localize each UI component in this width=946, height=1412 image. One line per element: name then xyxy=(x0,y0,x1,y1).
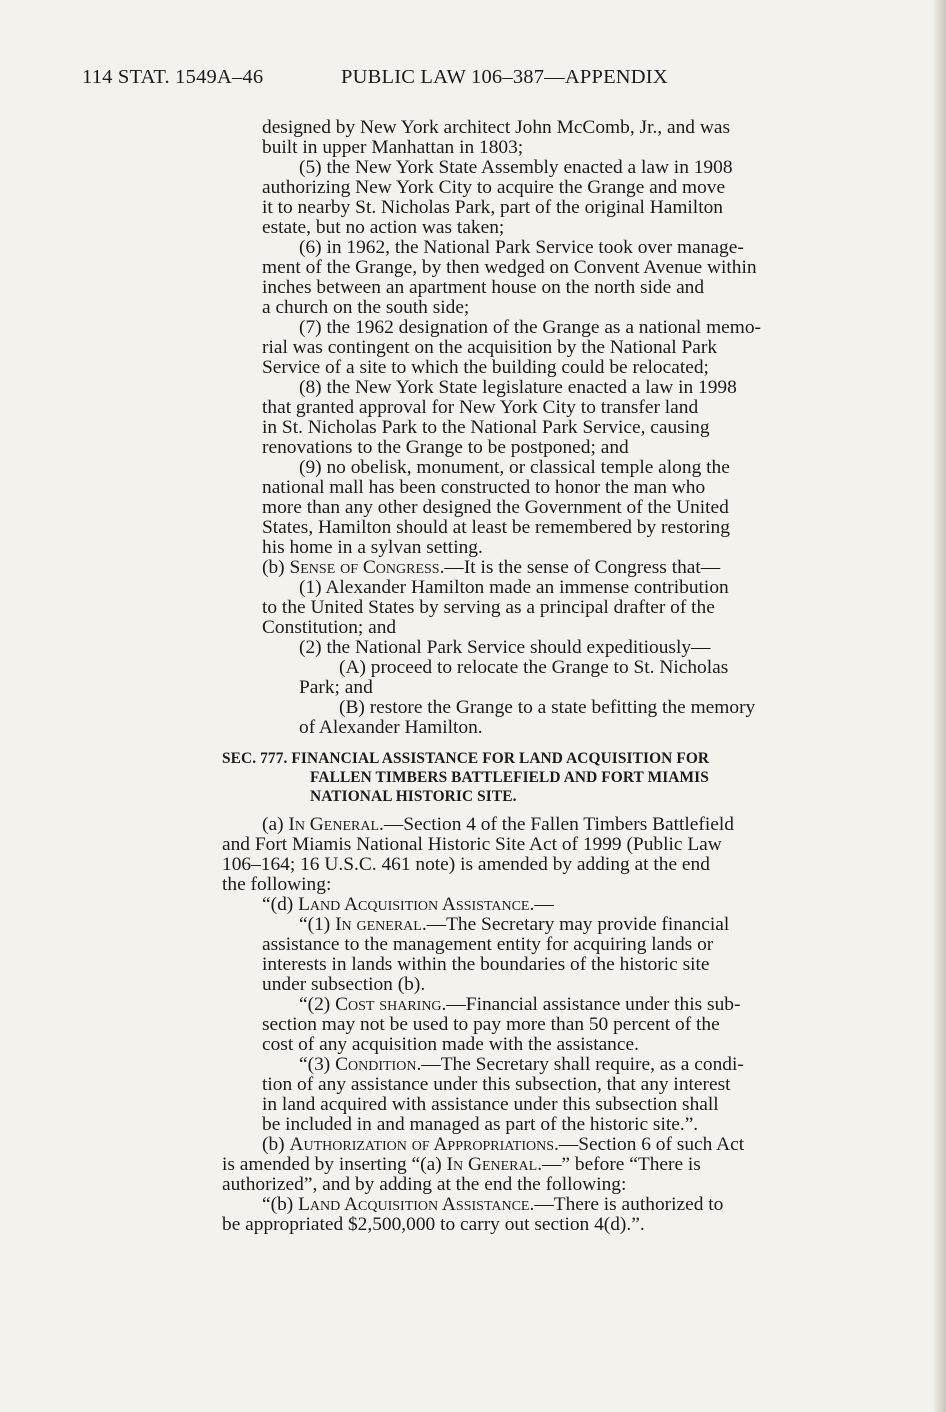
list-item-2: (2) the National Park Service should expeditiously— xyxy=(299,637,711,658)
subsection-b-authorization xyxy=(262,1135,744,1155)
body-line: built in upper Manhattan in 1803; xyxy=(262,137,524,158)
paragraph-heading: Condition xyxy=(335,1054,417,1075)
body-line: Service of a site to which the building could be relocated; xyxy=(262,357,709,378)
body-line: States, Hamilton should at least be remembered by restoring xyxy=(262,517,730,538)
paragraph-text: .—The Secretary may provide financial xyxy=(421,914,730,935)
body-line: authorized”, and by adding at the end the following: xyxy=(222,1174,627,1195)
running-head: PUBLIC LAW 106–387—APPENDIX xyxy=(341,66,668,88)
paragraph-d2 xyxy=(299,995,740,1015)
body-line: in land acquired with assistance under this subsection shall xyxy=(262,1094,719,1115)
body-line: ment of the Grange, by then wedged on Convent Avenue within xyxy=(262,257,757,278)
section-heading-line: FALLEN TIMBERS BATTLEFIELD AND FORT MIAMIS xyxy=(310,769,709,786)
page-folio: 114 STAT. 1549A–46 xyxy=(82,66,264,88)
body-line: be included in and managed as part of the historic site.”. xyxy=(262,1114,699,1135)
paragraph-label: “(3) xyxy=(299,1054,336,1075)
body-line: renovations to the Grange to be postponed; and xyxy=(262,437,629,458)
section-heading-line: NATIONAL HISTORIC SITE. xyxy=(310,788,517,805)
subsection-text: .—There is authorized to xyxy=(529,1194,724,1215)
subsection-label: “(b) xyxy=(262,1194,299,1215)
body-line: a church on the south side; xyxy=(262,297,470,318)
paragraph-heading: Cost sharing xyxy=(335,994,442,1015)
subsection-heading: Land Acquisition Assistance xyxy=(298,1194,530,1215)
body-line: inches between an apartment house on the north side and xyxy=(262,277,705,298)
paragraph-label: “(1) xyxy=(299,914,336,935)
quoted-subsection-d xyxy=(262,895,554,915)
body-line: be appropriated $2,500,000 to carry out section 4(d).”. xyxy=(222,1214,645,1235)
quoted-subsection-b xyxy=(262,1195,723,1215)
body-line: it to nearby St. Nicholas Park, part of the original Hamilton xyxy=(262,197,723,218)
text-run-small-caps: In General xyxy=(446,1154,538,1175)
paragraph-d1 xyxy=(299,915,729,935)
subsection-heading: Authorization of Appropriations xyxy=(289,1134,555,1155)
list-item-9: (9) no obelisk, monument, or classical temple along the xyxy=(299,457,730,478)
body-line: and Fort Miamis National Historic Site Act of 1999 (Public Law xyxy=(222,834,722,855)
paragraph-label: “(2) xyxy=(299,994,336,1015)
list-item-5: (5) the New York State Assembly enacted a law in 1908 xyxy=(299,157,733,178)
text-run: is amended by inserting “(a) xyxy=(222,1154,447,1175)
subsection-text: .—It is the sense of Congress that— xyxy=(439,557,721,578)
list-item-6: (6) in 1962, the National Park Service took over manage- xyxy=(299,237,744,258)
list-item-8: (8) the New York State legislature enacted a law in 1998 xyxy=(299,377,737,398)
body-line: to the United States by serving as a principal drafter of the xyxy=(262,597,715,618)
body-line: the following: xyxy=(222,874,332,895)
section-heading: SEC. 777. FINANCIAL ASSISTANCE FOR LAND ACQUISITION FOR xyxy=(222,750,710,767)
body-line: 106–164; 16 U.S.C. 461 note) is amended by adding at the end xyxy=(222,854,710,875)
body-line: Constitution; and xyxy=(262,617,397,638)
body-line: interests in lands within the boundaries of the historic site xyxy=(262,954,710,975)
paragraph-d3 xyxy=(299,1055,744,1075)
body-line: assistance to the management entity for acquiring lands or xyxy=(262,934,714,955)
subsection-a xyxy=(262,815,734,835)
body-line: authorizing New York City to acquire the Grange and move xyxy=(262,177,726,198)
body-line: section may not be used to pay more than 50 percent of the xyxy=(262,1014,720,1035)
text-run: .—” before “There is xyxy=(537,1154,701,1175)
subsection-heading: In General xyxy=(288,814,380,835)
body-line: designed by New York architect John McComb, Jr., and was xyxy=(262,117,731,138)
page-header xyxy=(82,66,668,89)
body-line: tion of any assistance under this subsection, that any interest xyxy=(262,1074,731,1095)
list-item-A: (A) proceed to relocate the Grange to St. Nicholas xyxy=(339,657,729,678)
body-line: in St. Nicholas Park to the National Park Service, causing xyxy=(262,417,710,438)
subsection-heading: Sense of Congress xyxy=(289,557,440,578)
subsection-label: “(d) xyxy=(262,894,299,915)
body-line: under subsection (b). xyxy=(262,974,426,995)
body-line: estate, but no action was taken; xyxy=(262,217,505,238)
paragraph-heading: In general xyxy=(335,914,422,935)
subsection-b-sense xyxy=(262,558,720,578)
page-edge-shadow xyxy=(932,0,946,1412)
body-line: of Alexander Hamilton. xyxy=(299,717,483,738)
subsection-text: .—Section 6 of such Act xyxy=(554,1134,745,1155)
body-line: his home in a sylvan setting. xyxy=(262,537,483,558)
list-item-7: (7) the 1962 designation of the Grange as a national memo- xyxy=(299,317,762,338)
list-item-B: (B) restore the Grange to a state befitting the memory xyxy=(339,697,756,718)
paragraph-text: .—The Secretary shall require, as a condi- xyxy=(416,1054,744,1075)
subsection-label: (a) xyxy=(262,814,289,835)
body-line: national mall has been constructed to honor the man who xyxy=(262,477,706,498)
body-line: Park; and xyxy=(299,677,373,698)
subsection-text: .— xyxy=(529,894,554,915)
paragraph-text: .—Financial assistance under this sub- xyxy=(441,994,741,1015)
body-line: cost of any acquisition made with the assistance. xyxy=(262,1034,639,1055)
body-line: rial was contingent on the acquisition by the National Park xyxy=(262,337,718,358)
body-line: that granted approval for New York City to transfer land xyxy=(262,397,699,418)
subsection-label: (b) xyxy=(262,557,290,578)
subsection-text: .—Section 4 of the Fallen Timbers Battlefield xyxy=(379,814,734,835)
list-item-1: (1) Alexander Hamilton made an immense contribution xyxy=(299,577,729,598)
subsection-heading: Land Acquisition Assistance xyxy=(298,894,530,915)
subsection-label: (b) xyxy=(262,1134,290,1155)
body-line xyxy=(222,1155,701,1175)
body-line: more than any other designed the Government of the United xyxy=(262,497,729,518)
